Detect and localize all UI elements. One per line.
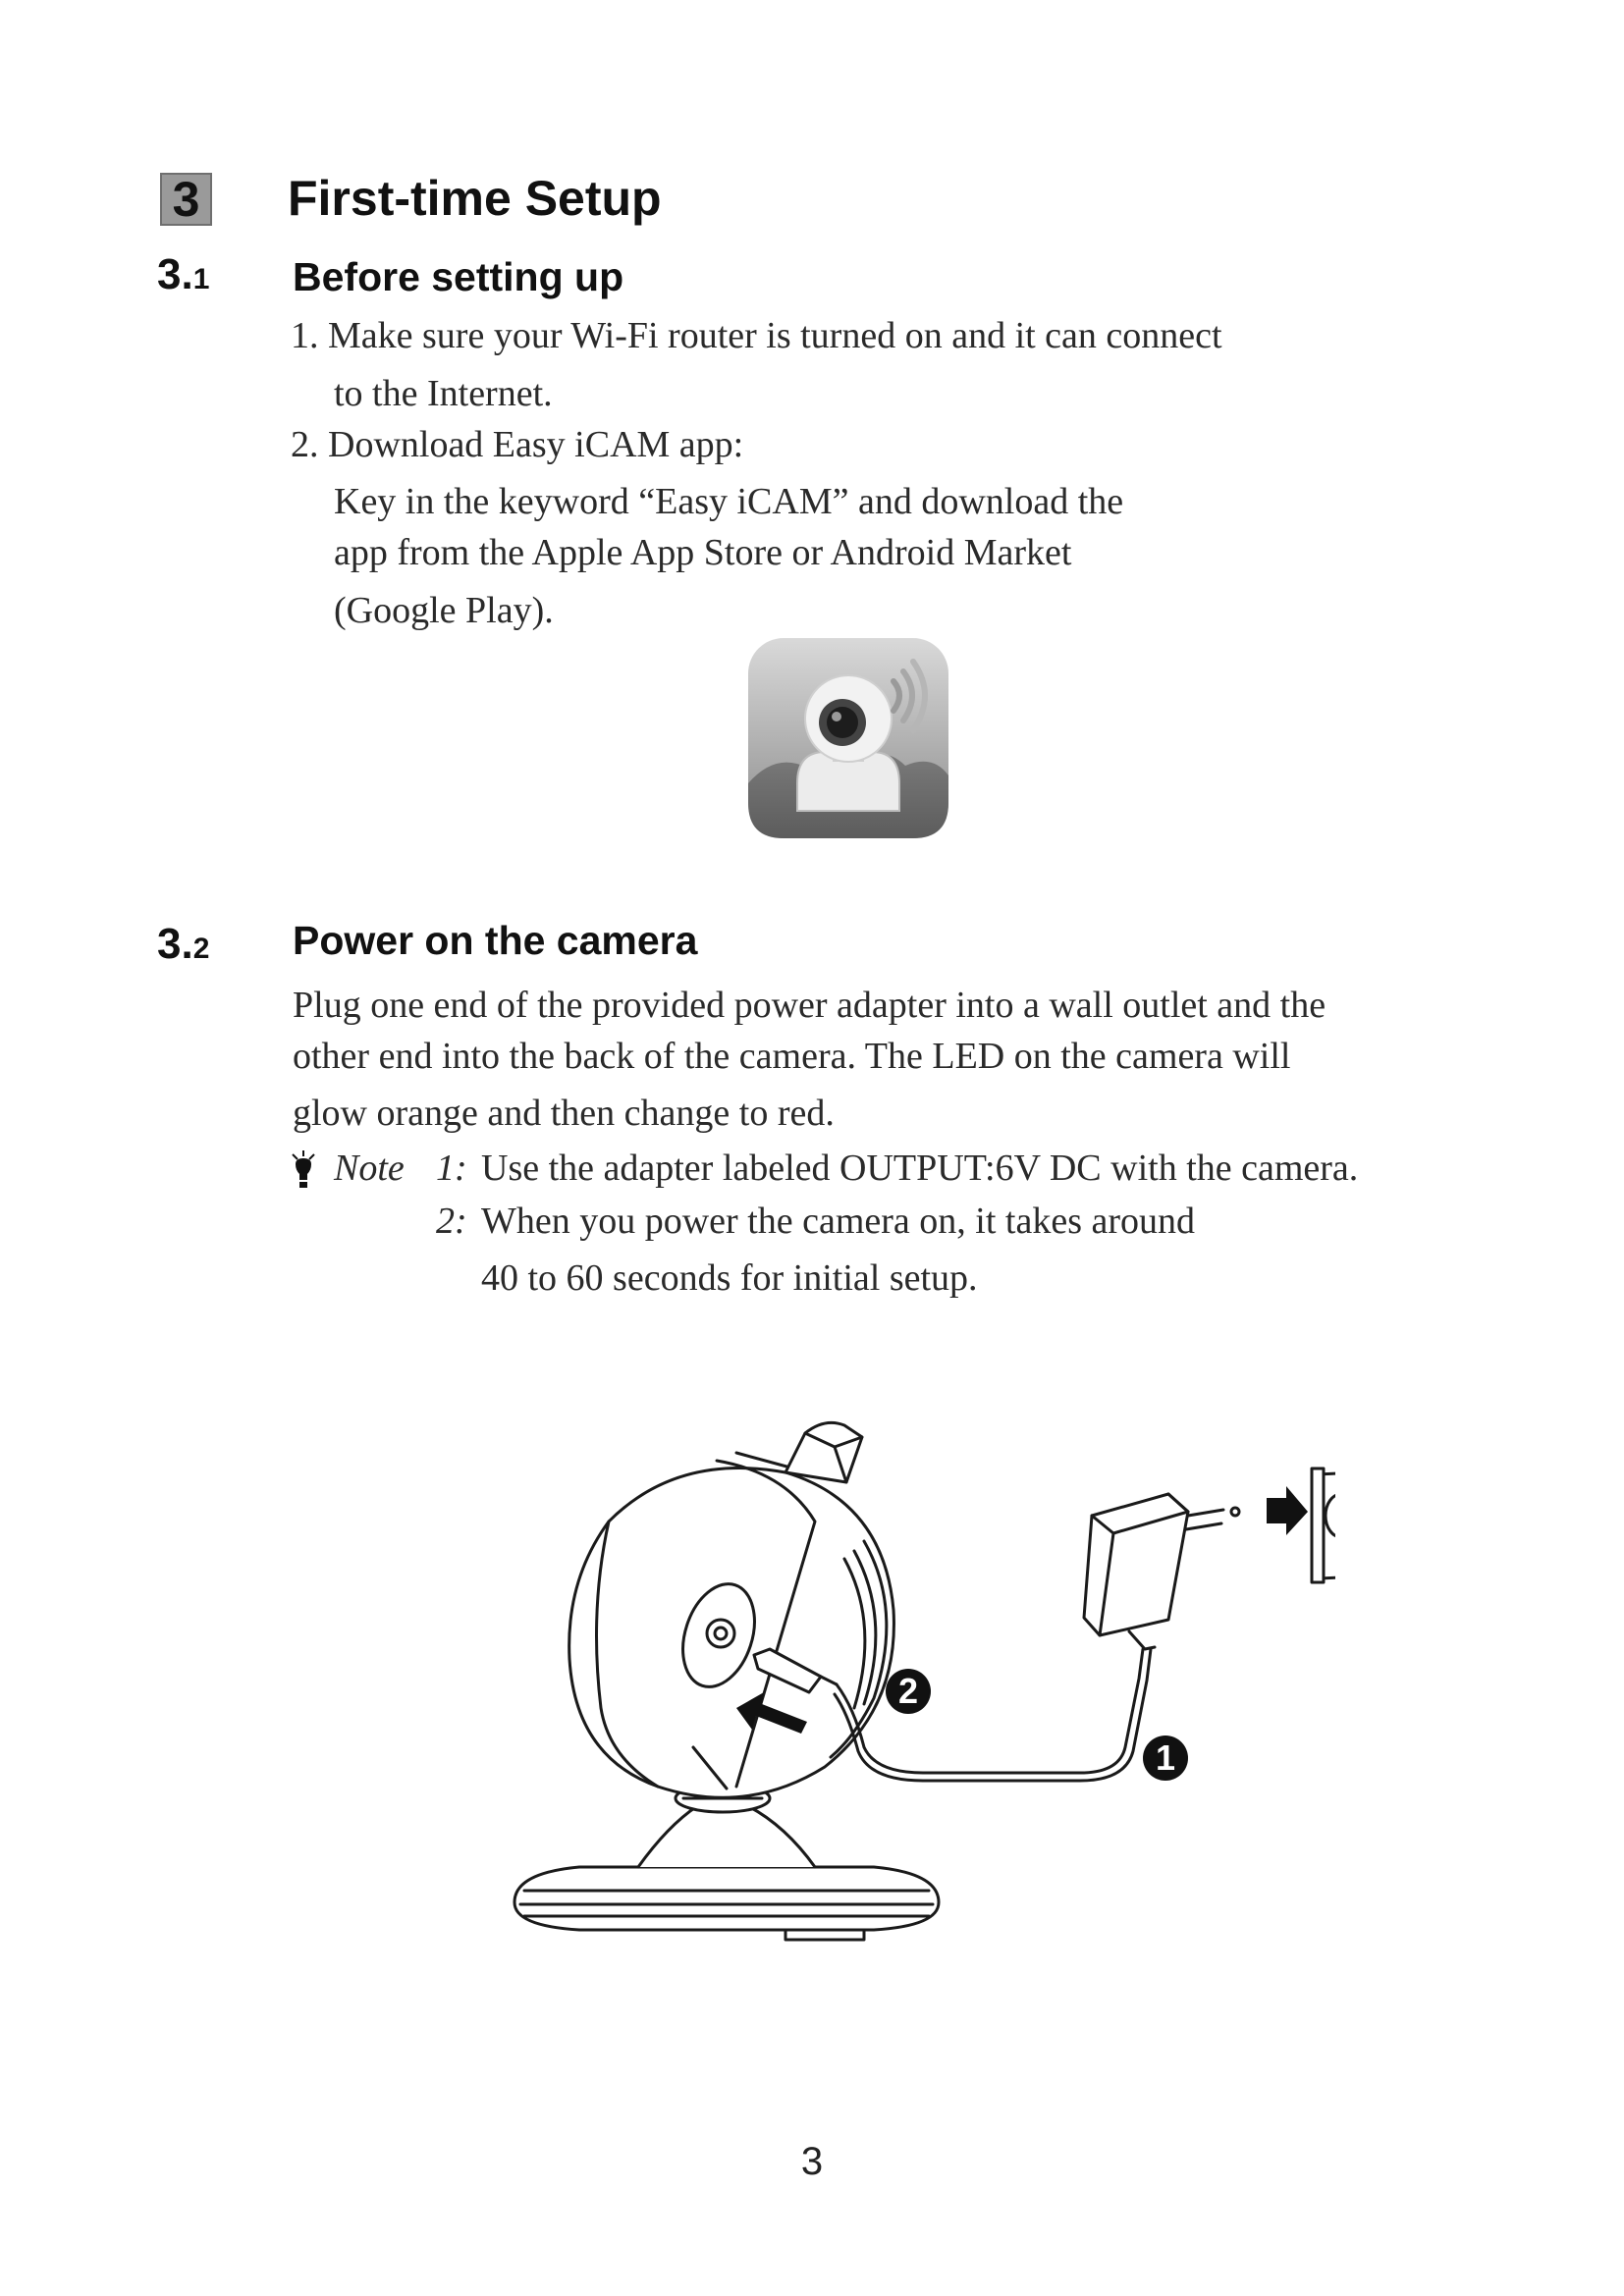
power-paragraph-line-3: glow orange and then change to red. xyxy=(293,1093,835,1134)
callout-1: 1 xyxy=(1143,1735,1188,1781)
step-1-line-1: 1. Make sure your Wi-Fi router is turned on and it can connect xyxy=(291,315,1222,356)
camera-base xyxy=(514,1867,939,1940)
outlet-arrow xyxy=(1267,1486,1308,1535)
page-number: 3 xyxy=(800,2140,824,2183)
section-1-number: 3.1 xyxy=(157,250,210,298)
note-2-number: 2: xyxy=(436,1201,467,1242)
step-2-line-2: Key in the keyword “Easy iCAM” and download the xyxy=(334,481,1124,522)
note-2-line-1: When you power the camera on, it takes around xyxy=(481,1201,1196,1242)
note-1-text: Use the adapter labeled OUTPUT:6V DC with the camera. xyxy=(481,1148,1359,1189)
lightbulb-icon xyxy=(291,1150,316,1190)
note-2-line-2: 40 to 60 seconds for initial setup. xyxy=(481,1257,978,1299)
section-2-number: 3.2 xyxy=(157,920,210,968)
chapter-title: First-time Setup xyxy=(288,171,662,226)
easy-icam-app-icon xyxy=(746,636,950,840)
camera-body xyxy=(569,1422,894,1797)
step-2-line-3: app from the Apple App Store or Android Market xyxy=(334,532,1072,573)
power-paragraph-line-2: other end into the back of the camera. The LED on the camera will xyxy=(293,1036,1291,1077)
note-1-number: 1: xyxy=(436,1148,467,1189)
section-2-title: Power on the camera xyxy=(293,918,698,963)
callout-2: 2 xyxy=(886,1669,931,1714)
step-1-line-2: to the Internet. xyxy=(334,373,553,414)
wall-outlet xyxy=(1312,1468,1335,1582)
step-2-line-1: 2. Download Easy iCAM app: xyxy=(291,424,744,465)
power-adapter xyxy=(1084,1494,1239,1649)
power-paragraph-line-1: Plug one end of the provided power adapter into a wall outlet and the xyxy=(293,985,1326,1026)
section-1-title: Before setting up xyxy=(293,254,624,299)
chapter-number-badge: 3 xyxy=(160,173,212,226)
step-2-line-4: (Google Play). xyxy=(334,590,554,631)
note-label: Note xyxy=(334,1148,405,1189)
